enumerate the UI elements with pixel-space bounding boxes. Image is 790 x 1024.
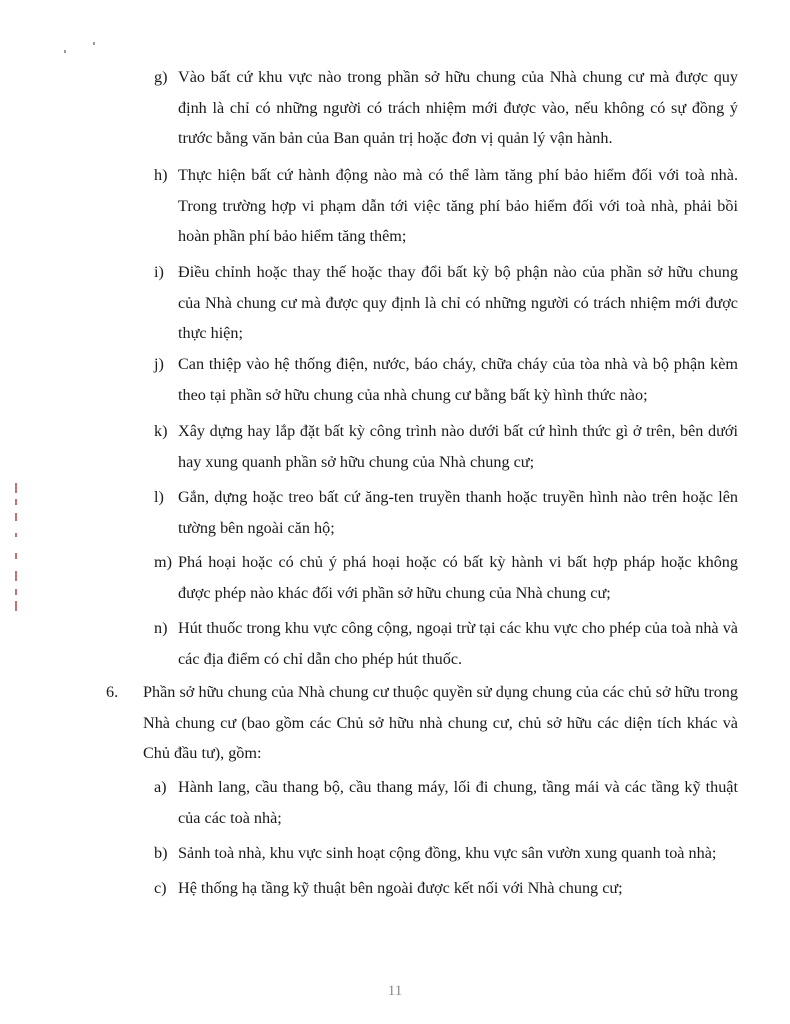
margin-stamp-marks: [15, 483, 19, 613]
item-text: Hệ thống hạ tầng kỹ thuật bên ngoài được kết nối với Nhà chung cư;: [178, 879, 623, 897]
scan-speck: [64, 50, 66, 53]
item-marker: g): [154, 68, 168, 86]
list-item-m: [154, 547, 738, 608]
list-item-g: [154, 62, 738, 154]
section-text: Phần sở hữu chung của Nhà chung cư thuộc quyền sử dụng chung của các chủ sở hữu trong Nhà chung cư (bao gồm các Chủ sở hữu nhà chung cư, chủ sở hữu các diện tích khác và Chủ đầu tư), gồm:: [143, 683, 738, 762]
list-item-h: [154, 160, 738, 252]
item-text: Can thiệp vào hệ thống điện, nước, báo cháy, chữa cháy của tòa nhà và bộ phận kèm theo tại phần sở hữu chung của nhà chung cư bằng bất kỳ hình thức nào;: [178, 355, 738, 404]
page-number: 11: [387, 983, 403, 999]
item-marker: i): [154, 263, 164, 281]
item-marker: k): [154, 422, 168, 440]
item-text: Xây dựng hay lắp đặt bất kỳ công trình nào dưới bất cứ hình thức gì ở trên, bên dưới hay xung quanh phần sở hữu chung của Nhà chung cư;: [178, 422, 738, 471]
item-marker: h): [154, 166, 168, 184]
item-text: Gắn, dựng hoặc treo bất cứ ăng-ten truyền thanh hoặc truyền hình nào trên hoặc lên tường bên ngoài căn hộ;: [178, 488, 738, 537]
section-marker: 6.: [106, 683, 119, 701]
item-marker: c): [154, 879, 167, 897]
list-item-j: [154, 349, 738, 410]
scan-speck: [93, 42, 95, 45]
list-item-b: [154, 838, 738, 869]
item-marker: l): [154, 488, 164, 506]
item-marker: n): [154, 619, 168, 637]
list-item-i: [154, 257, 738, 349]
list-item-k: [154, 416, 738, 477]
item-text: Sảnh toà nhà, khu vực sinh hoạt cộng đồng, khu vực sân vườn xung quanh toà nhà;: [178, 844, 717, 862]
item-text: Vào bất cứ khu vực nào trong phần sở hữu chung của Nhà chung cư mà được quy định là chỉ có những người có trách nhiệm mới được vào, nếu không có sự đồng ý trước bằng văn bản của Ban quản trị hoặc đơn vị quản lý vận hành.: [178, 68, 738, 147]
item-marker: m): [154, 553, 172, 571]
item-marker: j): [154, 355, 164, 373]
item-marker: a): [154, 778, 167, 796]
item-text: Hút thuốc trong khu vực công cộng, ngoại trừ tại các khu vực cho phép của toà nhà và các địa điểm có chỉ dẫn cho phép hút thuốc.: [178, 619, 738, 668]
item-text: Phá hoại hoặc có chủ ý phá hoại hoặc có bất kỳ hành vi bất hợp pháp hoặc không được phép nào khác đối với phần sở hữu chung của Nhà chung cư;: [178, 553, 738, 602]
item-text: Điều chỉnh hoặc thay thế hoặc thay đổi bất kỳ bộ phận nào của phần sở hữu chung của Nhà chung cư mà được quy định là chỉ có những người có trách nhiệm mới được thực hiện;: [178, 263, 738, 342]
list-item-a: [154, 772, 738, 833]
item-text: Thực hiện bất cứ hành động nào mà có thể làm tăng phí bảo hiểm đối với toà nhà. Trong trường hợp vi phạm dẫn tới việc tăng phí bảo hiểm đối với toà nhà, phải bồi hoàn phần phí bảo hiểm tăng thêm;: [178, 166, 738, 245]
item-text: Hành lang, cầu thang bộ, cầu thang máy, lối đi chung, tầng mái và các tầng kỹ thuật của các toà nhà;: [178, 778, 738, 827]
list-item-n: [154, 613, 738, 674]
section-6: [106, 677, 738, 769]
item-marker: b): [154, 844, 168, 862]
list-item-l: [154, 482, 738, 543]
list-item-c: [154, 873, 738, 904]
